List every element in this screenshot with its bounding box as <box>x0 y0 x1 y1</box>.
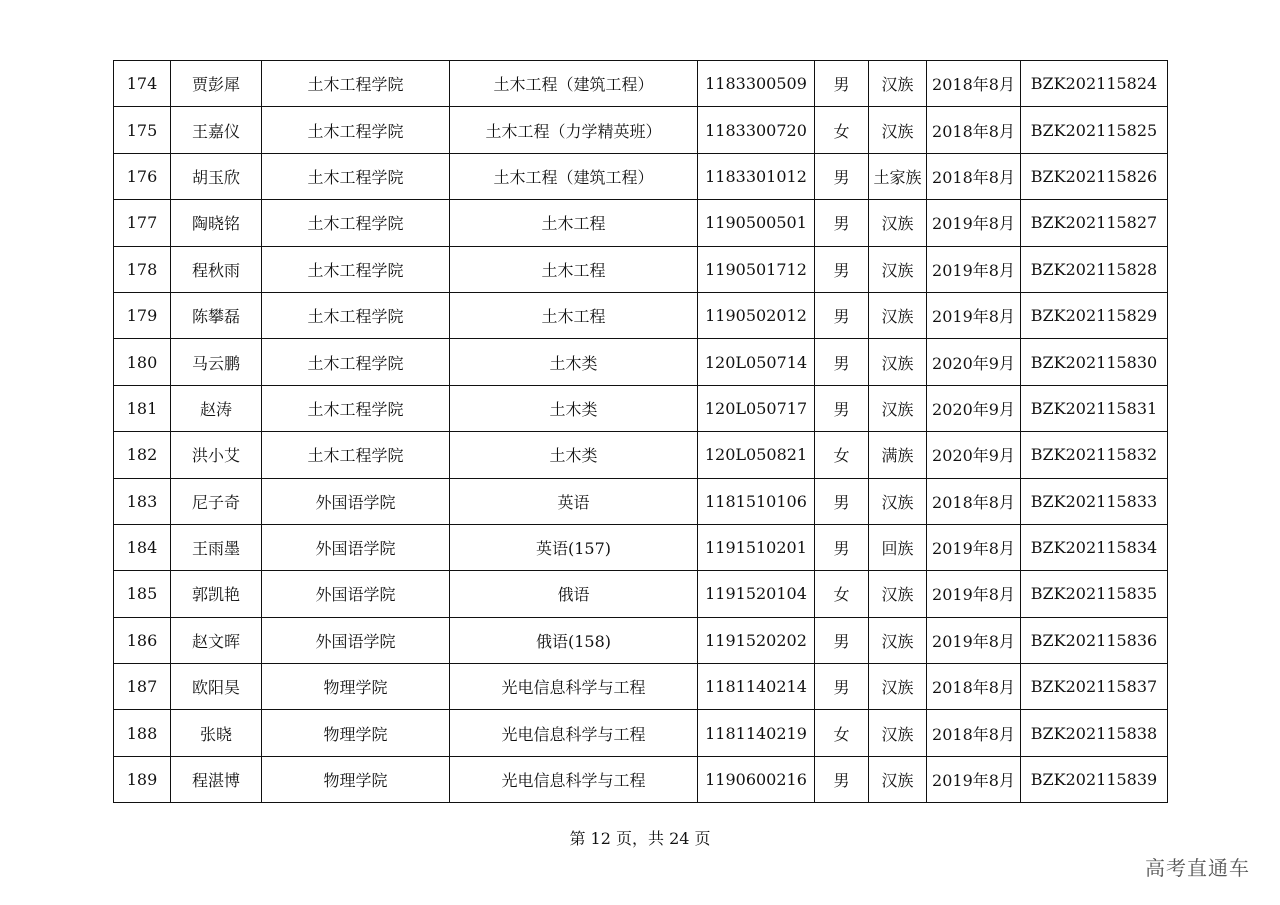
enrollment-date-cell: 2019年8月 <box>927 200 1021 246</box>
row-number-cell: 187 <box>114 664 171 710</box>
gender-cell: 男 <box>815 246 869 292</box>
name-cell: 赵涛 <box>171 385 262 431</box>
row-number-cell: 182 <box>114 432 171 478</box>
name-cell: 贾彭犀 <box>171 61 262 107</box>
row-number-cell: 174 <box>114 61 171 107</box>
major-cell: 土木工程（建筑工程） <box>450 61 698 107</box>
enrollment-date-cell: 2019年8月 <box>927 246 1021 292</box>
gender-cell: 女 <box>815 432 869 478</box>
student-id-cell: 1181140214 <box>698 664 815 710</box>
enrollment-date-cell: 2020年9月 <box>927 385 1021 431</box>
major-cell: 光电信息科学与工程 <box>450 756 698 802</box>
ethnicity-cell: 汉族 <box>869 61 927 107</box>
row-number-cell: 178 <box>114 246 171 292</box>
certificate-number-cell: BZK202115839 <box>1021 756 1168 802</box>
name-cell: 尼子奇 <box>171 478 262 524</box>
certificate-number-cell: BZK202115835 <box>1021 571 1168 617</box>
table-row <box>114 107 1168 153</box>
college-cell: 土木工程学院 <box>262 107 450 153</box>
gender-cell: 男 <box>815 200 869 246</box>
row-number-cell: 177 <box>114 200 171 246</box>
enrollment-date-cell: 2019年8月 <box>927 292 1021 338</box>
student-id-cell: 1183300509 <box>698 61 815 107</box>
row-number-cell: 179 <box>114 292 171 338</box>
name-cell: 马云鹏 <box>171 339 262 385</box>
name-cell: 王雨墨 <box>171 524 262 570</box>
ethnicity-cell: 汉族 <box>869 246 927 292</box>
major-cell: 土木工程 <box>450 292 698 338</box>
student-id-cell: 1191520104 <box>698 571 815 617</box>
college-cell: 物理学院 <box>262 664 450 710</box>
watermark-logo: 高考直通车 <box>1145 856 1250 880</box>
college-cell: 土木工程学院 <box>262 432 450 478</box>
table-row <box>114 292 1168 338</box>
name-cell: 胡玉欣 <box>171 153 262 199</box>
college-cell: 土木工程学院 <box>262 153 450 199</box>
student-id-cell: 1190501712 <box>698 246 815 292</box>
college-cell: 土木工程学院 <box>262 200 450 246</box>
row-number-cell: 176 <box>114 153 171 199</box>
enrollment-date-cell: 2019年8月 <box>927 617 1021 663</box>
certificate-number-cell: BZK202115831 <box>1021 385 1168 431</box>
ethnicity-cell: 回族 <box>869 524 927 570</box>
student-id-cell: 120L050717 <box>698 385 815 431</box>
student-id-cell: 1190500501 <box>698 200 815 246</box>
major-cell: 土木工程 <box>450 246 698 292</box>
gender-cell: 男 <box>815 756 869 802</box>
row-number-cell: 184 <box>114 524 171 570</box>
ethnicity-cell: 汉族 <box>869 617 927 663</box>
ethnicity-cell: 汉族 <box>869 478 927 524</box>
certificate-number-cell: BZK202115838 <box>1021 710 1168 756</box>
ethnicity-cell: 汉族 <box>869 385 927 431</box>
ethnicity-cell: 汉族 <box>869 571 927 617</box>
row-number-cell: 185 <box>114 571 171 617</box>
major-cell: 土木工程 <box>450 200 698 246</box>
certificate-number-cell: BZK202115826 <box>1021 153 1168 199</box>
college-cell: 物理学院 <box>262 710 450 756</box>
certificate-number-cell: BZK202115833 <box>1021 478 1168 524</box>
major-cell: 土木类 <box>450 432 698 478</box>
table-row <box>114 664 1168 710</box>
enrollment-date-cell: 2019年8月 <box>927 524 1021 570</box>
gender-cell: 男 <box>815 617 869 663</box>
gender-cell: 男 <box>815 292 869 338</box>
enrollment-date-cell: 2020年9月 <box>927 339 1021 385</box>
major-cell: 土木工程（力学精英班） <box>450 107 698 153</box>
table-row <box>114 710 1168 756</box>
row-number-cell: 188 <box>114 710 171 756</box>
college-cell: 外国语学院 <box>262 571 450 617</box>
name-cell: 王嘉仪 <box>171 107 262 153</box>
college-cell: 土木工程学院 <box>262 339 450 385</box>
table-row <box>114 524 1168 570</box>
gender-cell: 男 <box>815 61 869 107</box>
table-row <box>114 246 1168 292</box>
major-cell: 光电信息科学与工程 <box>450 664 698 710</box>
college-cell: 土木工程学院 <box>262 292 450 338</box>
certificate-number-cell: BZK202115832 <box>1021 432 1168 478</box>
ethnicity-cell: 汉族 <box>869 200 927 246</box>
enrollment-date-cell: 2018年8月 <box>927 61 1021 107</box>
table-row <box>114 432 1168 478</box>
gender-cell: 女 <box>815 571 869 617</box>
gender-cell: 男 <box>815 478 869 524</box>
name-cell: 张晓 <box>171 710 262 756</box>
certificate-number-cell: BZK202115834 <box>1021 524 1168 570</box>
ethnicity-cell: 汉族 <box>869 710 927 756</box>
name-cell: 赵文晖 <box>171 617 262 663</box>
enrollment-date-cell: 2018年8月 <box>927 153 1021 199</box>
enrollment-date-cell: 2018年8月 <box>927 107 1021 153</box>
certificate-number-cell: BZK202115837 <box>1021 664 1168 710</box>
gender-cell: 男 <box>815 153 869 199</box>
enrollment-date-cell: 2018年8月 <box>927 478 1021 524</box>
college-cell: 物理学院 <box>262 756 450 802</box>
name-cell: 欧阳昊 <box>171 664 262 710</box>
student-id-cell: 1190600216 <box>698 756 815 802</box>
student-id-cell: 1183301012 <box>698 153 815 199</box>
table-row <box>114 61 1168 107</box>
gender-cell: 女 <box>815 710 869 756</box>
college-cell: 土木工程学院 <box>262 385 450 431</box>
student-id-cell: 120L050714 <box>698 339 815 385</box>
major-cell: 英语(157) <box>450 524 698 570</box>
college-cell: 外国语学院 <box>262 478 450 524</box>
table-row <box>114 385 1168 431</box>
major-cell: 俄语(158) <box>450 617 698 663</box>
ethnicity-cell: 土家族 <box>869 153 927 199</box>
college-cell: 土木工程学院 <box>262 61 450 107</box>
certificate-number-cell: BZK202115825 <box>1021 107 1168 153</box>
name-cell: 程秋雨 <box>171 246 262 292</box>
student-id-cell: 120L050821 <box>698 432 815 478</box>
student-id-cell: 1190502012 <box>698 292 815 338</box>
table-row <box>114 617 1168 663</box>
major-cell: 土木类 <box>450 385 698 431</box>
major-cell: 俄语 <box>450 571 698 617</box>
enrollment-date-cell: 2020年9月 <box>927 432 1021 478</box>
ethnicity-cell: 汉族 <box>869 107 927 153</box>
ethnicity-cell: 汉族 <box>869 664 927 710</box>
student-id-cell: 1191520202 <box>698 617 815 663</box>
table-row <box>114 200 1168 246</box>
certificate-number-cell: BZK202115830 <box>1021 339 1168 385</box>
certificate-number-cell: BZK202115829 <box>1021 292 1168 338</box>
table-row <box>114 478 1168 524</box>
row-number-cell: 183 <box>114 478 171 524</box>
ethnicity-cell: 汉族 <box>869 756 927 802</box>
row-number-cell: 181 <box>114 385 171 431</box>
certificate-number-cell: BZK202115827 <box>1021 200 1168 246</box>
row-number-cell: 180 <box>114 339 171 385</box>
page-number: 第 12 页，共 24 页 <box>569 829 711 848</box>
name-cell: 洪小艾 <box>171 432 262 478</box>
major-cell: 英语 <box>450 478 698 524</box>
gender-cell: 男 <box>815 385 869 431</box>
gender-cell: 男 <box>815 664 869 710</box>
certificate-number-cell: BZK202115836 <box>1021 617 1168 663</box>
table-row <box>114 153 1168 199</box>
roster-body <box>114 61 1168 803</box>
ethnicity-cell: 汉族 <box>869 292 927 338</box>
table-row <box>114 756 1168 802</box>
certificate-number-cell: BZK202115824 <box>1021 61 1168 107</box>
gender-cell: 女 <box>815 107 869 153</box>
student-id-cell: 1183300720 <box>698 107 815 153</box>
certificate-number-cell: BZK202115828 <box>1021 246 1168 292</box>
enrollment-date-cell: 2019年8月 <box>927 756 1021 802</box>
major-cell: 土木类 <box>450 339 698 385</box>
major-cell: 光电信息科学与工程 <box>450 710 698 756</box>
enrollment-date-cell: 2018年8月 <box>927 710 1021 756</box>
row-number-cell: 175 <box>114 107 171 153</box>
student-id-cell: 1181510106 <box>698 478 815 524</box>
student-id-cell: 1191510201 <box>698 524 815 570</box>
ethnicity-cell: 满族 <box>869 432 927 478</box>
table-row <box>114 571 1168 617</box>
major-cell: 土木工程（建筑工程） <box>450 153 698 199</box>
college-cell: 外国语学院 <box>262 524 450 570</box>
ethnicity-cell: 汉族 <box>869 339 927 385</box>
row-number-cell: 189 <box>114 756 171 802</box>
table-row <box>114 339 1168 385</box>
enrollment-date-cell: 2018年8月 <box>927 664 1021 710</box>
enrollment-date-cell: 2019年8月 <box>927 571 1021 617</box>
name-cell: 陶晓铭 <box>171 200 262 246</box>
name-cell: 程湛博 <box>171 756 262 802</box>
row-number-cell: 186 <box>114 617 171 663</box>
college-cell: 外国语学院 <box>262 617 450 663</box>
gender-cell: 男 <box>815 339 869 385</box>
gender-cell: 男 <box>815 524 869 570</box>
college-cell: 土木工程学院 <box>262 246 450 292</box>
student-id-cell: 1181140219 <box>698 710 815 756</box>
student-roster-table <box>113 60 1168 803</box>
name-cell: 郭凯艳 <box>171 571 262 617</box>
name-cell: 陈攀磊 <box>171 292 262 338</box>
